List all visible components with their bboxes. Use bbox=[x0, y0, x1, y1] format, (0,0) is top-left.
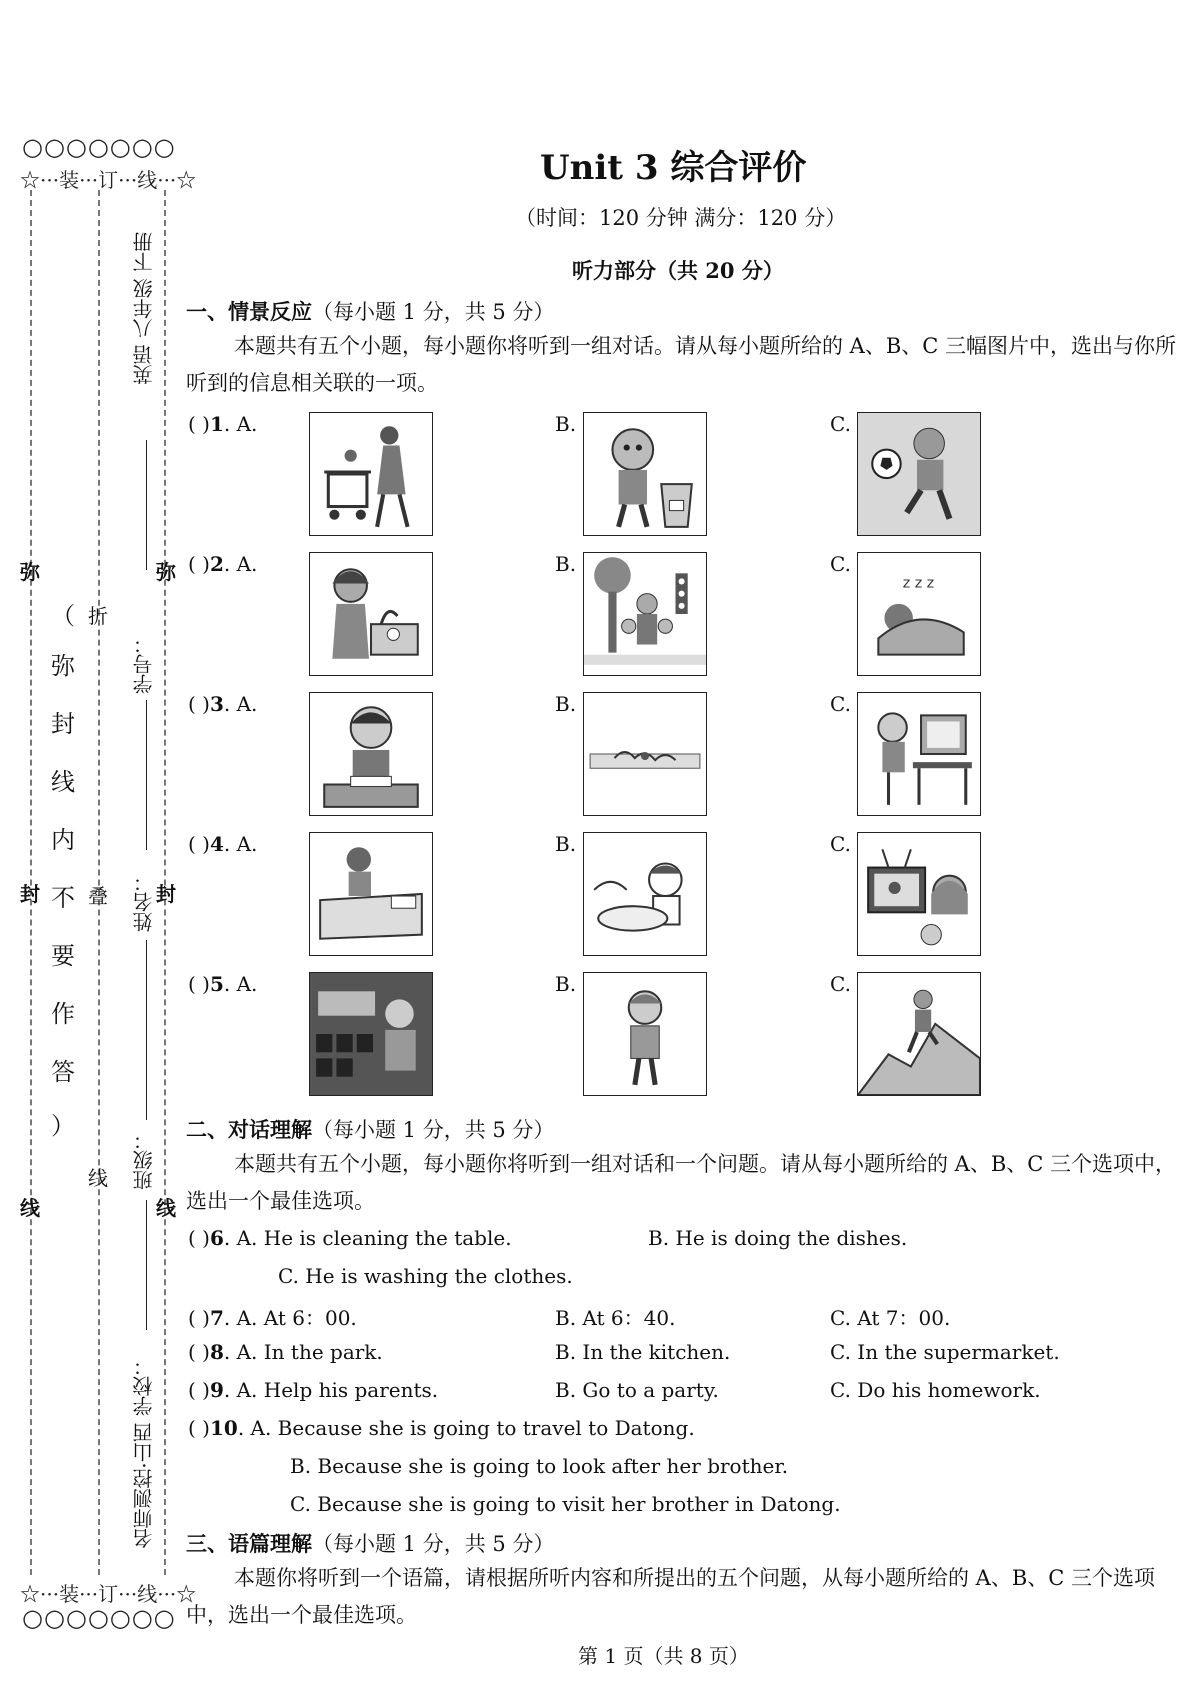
binding-circles-top: ○○○○○○○ bbox=[22, 133, 176, 161]
question-7-option-c: C. At 7：00. bbox=[830, 1306, 951, 1330]
question-1-option-b-label: B. bbox=[555, 412, 577, 436]
student-reading-icon bbox=[309, 692, 433, 816]
question-3-number bbox=[188, 692, 257, 716]
question-number: 3 bbox=[209, 692, 224, 716]
question-number: 9 bbox=[209, 1378, 224, 1402]
question-3-option-b-label: B. bbox=[555, 692, 577, 716]
question-9 bbox=[188, 1378, 438, 1402]
question-10-option-c: C. Because she is going to visit her brother in Datong. bbox=[290, 1492, 841, 1516]
option-a: . A. Because she is going to travel to Datong. bbox=[237, 1416, 695, 1440]
section2-title: 二、对话理解 bbox=[186, 1117, 312, 1142]
class-label: 班级： bbox=[132, 1130, 156, 1190]
answer-blank[interactable]: ( ) bbox=[188, 972, 210, 996]
question-number: 1 bbox=[209, 412, 224, 436]
school-label: 名师测控·山西 学校： bbox=[132, 1356, 156, 1549]
name-label: 姓名： bbox=[132, 872, 156, 932]
listening-part-title: 听力部分（共 20 分） bbox=[572, 258, 784, 283]
option-a-label: . A. bbox=[223, 412, 258, 436]
answer-blank[interactable]: ( ) bbox=[188, 412, 210, 436]
section1-heading bbox=[186, 296, 554, 326]
question-2-option-b-label: B. bbox=[555, 552, 577, 576]
question-8-option-c: C. In the supermarket. bbox=[830, 1340, 1060, 1364]
answer-blank[interactable]: ( ) bbox=[188, 552, 210, 576]
question-2-option-c-label: C. bbox=[830, 552, 851, 576]
question-number: 2 bbox=[209, 552, 224, 576]
seal-char: 答 bbox=[51, 1058, 75, 1086]
option-a: . A. At 6：00. bbox=[223, 1306, 357, 1330]
inner-mi-char: 弥 bbox=[156, 560, 176, 584]
question-number: 5 bbox=[209, 972, 224, 996]
washing-dishes-icon bbox=[309, 552, 433, 676]
seal-paren-close: ） bbox=[51, 1112, 75, 1140]
seal-char: 作 bbox=[51, 1000, 75, 1028]
question-10 bbox=[188, 1416, 695, 1440]
question-6 bbox=[188, 1226, 512, 1250]
option-a-label: . A. bbox=[223, 552, 258, 576]
svg-text:z z z: z z z bbox=[902, 575, 935, 592]
fold-xian-char: 线 bbox=[88, 1166, 108, 1190]
question-2-number bbox=[188, 552, 257, 576]
section3-instruction: 本题你将听到一个语篇，请根据所听内容和所提出的五个问题，从每小题所给的 A、B、C 三个选项中，选出一个最佳选项。 bbox=[186, 1566, 1156, 1627]
seal-paren-open: （ bbox=[51, 602, 75, 630]
question-6-option-b: B. He is doing the dishes. bbox=[648, 1226, 908, 1250]
question-8 bbox=[188, 1340, 383, 1364]
question-number: 7 bbox=[209, 1306, 224, 1330]
seal-char: 内 bbox=[51, 826, 75, 854]
question-4-number bbox=[188, 832, 257, 856]
question-4-option-c-label: C. bbox=[830, 832, 851, 856]
cinema-icon bbox=[309, 972, 433, 1096]
section1-title: 一、情景反应 bbox=[186, 299, 312, 324]
section1-instruction: 本题共有五个小题，每小题你将听到一组对话。请从每小题所给的 A、B、C 三幅图片中，选出与你所听到的信息相关联的一项。 bbox=[186, 334, 1177, 395]
soccer-icon bbox=[857, 412, 981, 536]
option-a-label: . A. bbox=[223, 692, 258, 716]
class-blank[interactable] bbox=[146, 940, 147, 1120]
question-5-number bbox=[188, 972, 257, 996]
spilled-water-icon bbox=[583, 692, 707, 816]
section3-heading bbox=[186, 1528, 554, 1558]
answer-blank[interactable]: ( ) bbox=[188, 832, 210, 856]
school-blank[interactable] bbox=[146, 1200, 147, 1330]
fold-zhe-char: 折 bbox=[88, 604, 108, 628]
inner-xian-char: 线 bbox=[156, 1196, 176, 1220]
seal-char: 不 bbox=[51, 884, 75, 912]
option-a-label: . A. bbox=[223, 832, 258, 856]
seal-char: 封 bbox=[51, 710, 75, 738]
option-a: . A. Help his parents. bbox=[223, 1378, 439, 1402]
question-number: 6 bbox=[209, 1226, 224, 1250]
option-a: . A. In the park. bbox=[223, 1340, 383, 1364]
seal-char: 弥 bbox=[51, 652, 75, 680]
question-5-option-b-label: B. bbox=[555, 972, 577, 996]
climbing-icon bbox=[857, 972, 981, 1096]
boy-icon bbox=[583, 972, 707, 1096]
option-a-label: . A. bbox=[223, 972, 258, 996]
answer-blank[interactable]: ( ) bbox=[188, 1226, 210, 1250]
question-7 bbox=[188, 1302, 357, 1331]
option-a: . A. He is cleaning the table. bbox=[223, 1226, 512, 1250]
binding-line-bottom: ☆···装···订···线···☆ bbox=[20, 1582, 197, 1606]
student-no-label: 学号： bbox=[132, 634, 156, 694]
section3-title: 三、语篇理解 bbox=[186, 1531, 312, 1556]
seal-char: 要 bbox=[51, 942, 75, 970]
binding-line-top: ☆···装···订···线···☆ bbox=[20, 168, 197, 192]
question-number: 10 bbox=[209, 1416, 238, 1440]
answer-blank[interactable]: ( ) bbox=[188, 1378, 210, 1402]
answer-blank[interactable]: ( ) bbox=[188, 692, 210, 716]
page-title: Unit 3 综合评价 bbox=[540, 148, 807, 188]
question-1-number bbox=[188, 412, 257, 436]
name-blank[interactable] bbox=[146, 700, 147, 850]
student-no-blank[interactable] bbox=[146, 440, 147, 570]
outer-xian-char: 线 bbox=[20, 1196, 40, 1220]
sleeping-icon bbox=[857, 552, 981, 676]
question-10-option-b: B. Because she is going to look after her brother. bbox=[290, 1454, 789, 1478]
answer-blank[interactable]: ( ) bbox=[188, 1340, 210, 1364]
computer-icon bbox=[857, 692, 981, 816]
question-3-option-c-label: C. bbox=[830, 692, 851, 716]
section2-instruction: 本题共有五个小题，每小题你将听到一组对话和一个问题。请从每小题所给的 A、B、C 三个选项中，选出一个最佳选项。 bbox=[186, 1152, 1177, 1213]
outer-feng-char: 封 bbox=[20, 882, 40, 906]
binding-circles-bottom: ○○○○○○○ bbox=[22, 1604, 176, 1632]
section1-score: （每小题 1 分，共 5 分） bbox=[312, 300, 555, 324]
question-8-option-b: B. In the kitchen. bbox=[555, 1340, 731, 1364]
crossing-road-icon bbox=[583, 552, 707, 676]
fold-die-char: 叠 bbox=[88, 884, 108, 908]
answer-blank[interactable]: ( ) bbox=[188, 1416, 210, 1440]
question-1-option-c-label: C. bbox=[830, 412, 851, 436]
making-bed-icon bbox=[309, 832, 433, 956]
inner-feng-char: 封 bbox=[156, 882, 176, 906]
question-4-option-b-label: B. bbox=[555, 832, 577, 856]
washing-clothes-icon bbox=[583, 832, 707, 956]
page-number: 第 1 页（共 8 页） bbox=[578, 1644, 749, 1668]
recycling-icon bbox=[583, 412, 707, 536]
shopping-icon bbox=[309, 412, 433, 536]
exam-time-score: （时间：120 分钟 满分：120 分） bbox=[515, 206, 847, 230]
question-6-option-c: C. He is washing the clothes. bbox=[278, 1264, 573, 1288]
section3-score: （每小题 1 分，共 5 分） bbox=[312, 1532, 555, 1556]
question-9-option-c: C. Do his homework. bbox=[830, 1378, 1041, 1402]
question-7-option-b: B. At 6：40. bbox=[555, 1306, 676, 1330]
subject-label: 英语 八年级 下册 bbox=[132, 232, 156, 385]
question-number: 4 bbox=[209, 832, 224, 856]
watching-tv-icon bbox=[857, 832, 981, 956]
answer-blank[interactable]: ( ) bbox=[188, 1306, 210, 1330]
section2-score: （每小题 1 分，共 5 分） bbox=[312, 1118, 555, 1142]
seal-char: 线 bbox=[51, 768, 75, 796]
section2-heading bbox=[186, 1114, 554, 1144]
outer-mi-char: 弥 bbox=[20, 560, 40, 584]
question-9-option-b: B. Go to a party. bbox=[555, 1378, 719, 1402]
question-number: 8 bbox=[209, 1340, 224, 1364]
question-5-option-c-label: C. bbox=[830, 972, 851, 996]
